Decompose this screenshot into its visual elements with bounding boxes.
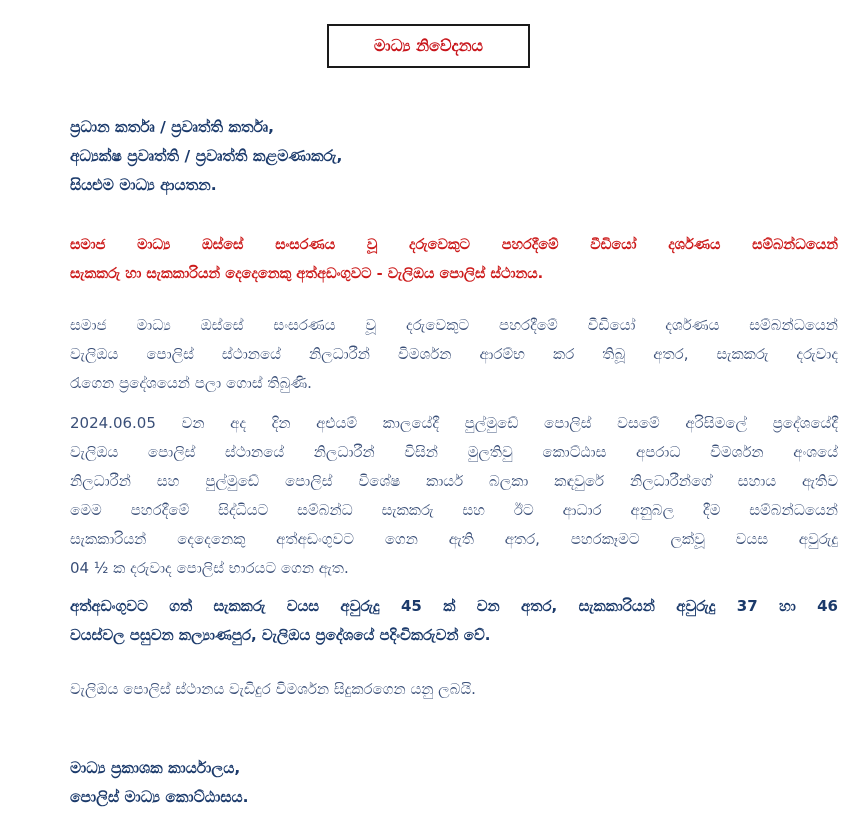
addressee-line: සියළුම මාධ්‍ය ආයතන.	[70, 176, 217, 194]
signature-block	[70, 754, 838, 812]
paragraph-line: වැලිඔය පොලිස් ස්ථානය වැඩිදුර විමර්ශන සිදුකරගෙන යනු ලබයි.	[70, 680, 476, 698]
paragraph-line: නිලධාරීන් සහ පුල්මුඩේ පොලිස් විශේෂ කාර්ය බලකා කඳවුරේ නිලධාරීන්ගේ සහාය ඇතිව	[70, 472, 838, 490]
paragraph-line: රැගෙන ප්‍රදේශයෙන් පලා ගොස් තිබුණි.	[70, 374, 312, 392]
headline-line: සැකකරු හා සැකකාරියන් දෙදෙනෙකු අත්අඩංගුවට - වැලිඔය පොලිස් ස්ථානය.	[70, 266, 544, 282]
headline-line: සමාජ මාධ්‍ය ඔස්සේ සංසරණය වූ දරුවෙකුට පහරදීමේ වීඩියෝ දර්ශණය සම්බන්ධයෙන්	[70, 237, 838, 253]
paragraph-line: සමාජ මාධ්‍ය ඔස්සේ සංසරණය වූ දරුවෙකුට පහරදීමේ වීඩියෝ දර්ශණය සම්බන්ධයෙන්	[70, 316, 838, 334]
signature-line: මාධ්‍ය ප්‍රකාශක කාර්යාලය,	[70, 759, 241, 777]
signature-line: පොලිස් මාධ්‍ය කොට්ඨාසය.	[70, 788, 249, 806]
addressee-line: අධ්‍යක්ෂ ප්‍රවෘත්ති / ප්‍රවෘත්ති කළමණාකරු,	[70, 147, 343, 165]
headline	[70, 231, 838, 289]
paragraph-1	[70, 311, 838, 398]
paragraph-2	[70, 409, 838, 583]
paragraph-line: සැකකාරියන් දෙදෙනෙකු අත්අඩංගුවට ගෙන ඇති අතර, පහරකෑමට ලක්වූ වයස අවුරුදු	[70, 530, 838, 548]
document-title-text: මාධ්‍ය නිවේදනය	[373, 36, 484, 55]
addressee-block	[70, 113, 838, 200]
document-title	[327, 24, 530, 68]
paragraph-4	[70, 675, 838, 704]
paragraph-line: 2024.06.05 වන අද දින අළුයම් කාලයේදී පුල්මුඩේ පොලිස් වසමේ අරිසිමලේ ප්‍රදේශයේදී	[70, 414, 838, 432]
paragraph-3	[70, 592, 838, 650]
addressee-line: ප්‍රධාන කර්තෘ / ප්‍රවෘත්ති කර්තෘ,	[70, 118, 274, 136]
paragraph-line: 04 ½ ක දරුවාද පොලිස් භාරයට ගෙන ඇත.	[70, 559, 349, 577]
paragraph-line: වයස්වල පසුවන කල්‍යාණපුර, වැලිඔය ප්‍රදේශයේ පදිංචිකරුවන් වේ.	[70, 626, 491, 644]
paragraph-line: වැලිඔය පොලිස් ස්ථානයේ නිලධාරීන් විමර්ශන ආරම්භ කර තිබූ අතර, සැකකරු දරුවාද	[70, 345, 838, 363]
paragraph-line: අත්අඩංගුවට ගත් සැකකරු වයස අවුරුදු 45 ක් වන අතර, සැකකාරියන් අවුරුදු 37 හා 46	[70, 597, 838, 615]
paragraph-line: මෙම පහරදීමේ සිද්ධියට සම්බන්ධ සැකකරු සහ ඊට ආධාර අනුබල දීම සම්බන්ධයෙන්	[70, 501, 838, 519]
paragraph-line: වැලිඔය පොලිස් ස්ථානයේ නිලධාරීන් විසින් මුලතිවු කොට්ඨාස අපරාධ විමර්ශන අංශයේ	[70, 443, 838, 461]
